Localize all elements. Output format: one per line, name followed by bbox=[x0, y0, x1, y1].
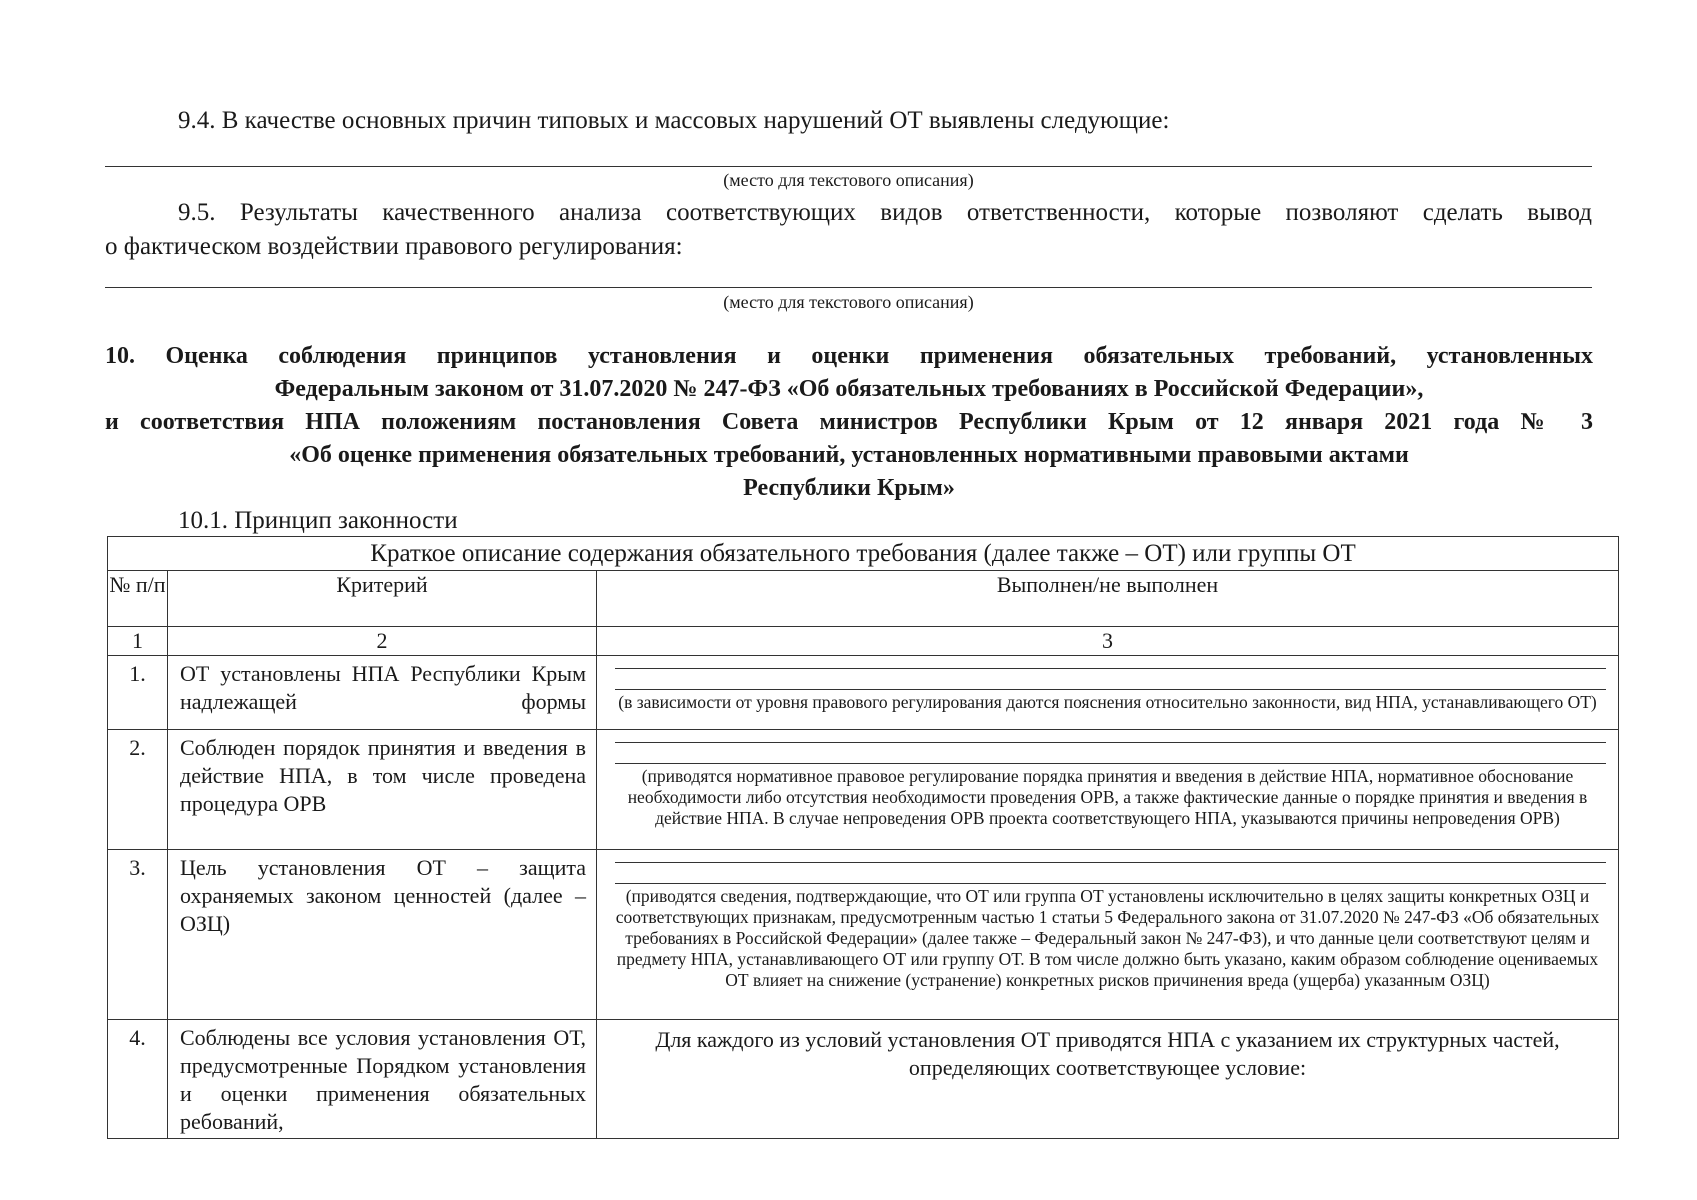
placeholder-caption: (место для текстового описания) bbox=[723, 292, 974, 312]
section-10-heading-line1: 10. Оценка соблюдения принципов установления и оценки применения обязательных требований, установленных bbox=[105, 343, 1593, 369]
table-title: Краткое описание содержания обязательного требования (далее также – ОТ) или группы ОТ bbox=[108, 537, 1619, 571]
answer-line bbox=[615, 883, 1606, 884]
header-status: Выполнен/не выполнен bbox=[597, 571, 1619, 627]
paragraph-9-5 bbox=[105, 196, 1592, 264]
column-number: 3 bbox=[597, 627, 1619, 656]
answer-line bbox=[615, 763, 1606, 764]
answer-line bbox=[615, 689, 1606, 690]
subsection-10-1: 10.1. Принцип законности bbox=[178, 507, 458, 534]
row-number: 2. bbox=[108, 730, 168, 850]
table-row bbox=[108, 850, 1619, 1020]
criteria-table bbox=[107, 536, 1619, 1139]
row-number: 3. bbox=[108, 850, 168, 1020]
header-num: № п/п bbox=[108, 571, 168, 627]
status-cell bbox=[597, 730, 1619, 850]
header-criterion: Критерий bbox=[168, 571, 597, 627]
row-number: 1. bbox=[108, 656, 168, 730]
text-placeholder-line bbox=[105, 166, 1592, 167]
paragraph-9-4: 9.4. В качестве основных причин типовых и массовых нарушений ОТ выявлены следующие: bbox=[178, 107, 1170, 134]
answer-line bbox=[615, 742, 1606, 743]
text-placeholder-line bbox=[105, 287, 1592, 288]
row-note: (приводятся сведения, подтверждающие, что ОТ или группа ОТ установлены исключительно в целях защиты конкретных ОЗЦ и соответствующих признакам, предусмотренным частью 1 статьи 5 Федерального закона от 31.07.2020 № 247-ФЗ «Об обязательных требованиях в Российской Федерации» (далее также – Федеральный закон № 247-ФЗ), и что данные цели соответствуют целям и предмету НПА, устанавливающего ОТ или группу ОТ. В том числе должно быть указано, каким образом соблюдение оцениваемых ОТ влияет на снижение (устранение) конкретных рисков причинения вреда (ущерба) указанным ОЗЦ) bbox=[615, 886, 1600, 990]
answer-line bbox=[615, 668, 1606, 669]
paragraph-9-5-line1: 9.5. Результаты качественного анализа соответствующих видов ответственности, которые позволяют сделать вывод bbox=[178, 199, 1592, 226]
placeholder-caption: (место для текстового описания) bbox=[723, 170, 974, 190]
row-note: (в зависимости от уровня правового регулирования даются пояснения относительно законности, вид НПА, устанавливающего ОТ) bbox=[618, 692, 1597, 712]
row-number: 4. bbox=[108, 1020, 168, 1139]
criterion-cell: Соблюдены все условия установления ОТ, предусмотренные Порядком установления и оценки применения обязательных ребований, bbox=[168, 1020, 597, 1139]
criterion-cell: Цель установления ОТ – защита охраняемых законом ценностей (далее – ОЗЦ) bbox=[168, 850, 597, 1020]
row-note: Для каждого из условий установления ОТ приводятся НПА с указанием их структурных частей, определяющих соответствующее условие: bbox=[655, 1027, 1560, 1080]
paragraph-9-5-line2: о фактическом воздействии правового регулирования: bbox=[105, 233, 683, 260]
table-row bbox=[108, 1020, 1619, 1139]
section-10-heading-line4: «Об оценке применения обязательных требований, установленных нормативными правовыми актами bbox=[289, 442, 1409, 468]
section-10-heading-line5: Республики Крым» bbox=[743, 475, 955, 501]
section-10-heading-line3: и соответствия НПА положениям постановления Совета министров Республики Крым от 12 января 2021 года № 3 bbox=[105, 409, 1593, 435]
table-row bbox=[108, 730, 1619, 850]
criterion-cell: ОТ установлены НПА Республики Крым надлежащей формы bbox=[168, 656, 597, 730]
row-note: (приводятся нормативное правовое регулирование порядка принятия и введения в действие НПА, нормативное обоснование необходимости либо отсутствия необходимости проведения ОРВ, а также фактические данные о порядке принятия и введения в действие НПА. В случае непроведения ОРВ проекта соответствующего НПА, указываются причины непроведения ОРВ) bbox=[627, 766, 1588, 828]
answer-line bbox=[615, 862, 1606, 863]
status-cell bbox=[597, 1020, 1619, 1139]
table-row bbox=[108, 656, 1619, 730]
column-number: 1 bbox=[108, 627, 168, 656]
column-number: 2 bbox=[168, 627, 597, 656]
status-cell bbox=[597, 850, 1619, 1020]
status-cell bbox=[597, 656, 1619, 730]
criterion-cell: Соблюден порядок принятия и введения в действие НПА, в том числе проведена процедура ОРВ bbox=[168, 730, 597, 850]
section-10-heading-line2: Федеральным законом от 31.07.2020 № 247-ФЗ «Об обязательных требованиях в Российской Федерации», bbox=[274, 376, 1424, 402]
